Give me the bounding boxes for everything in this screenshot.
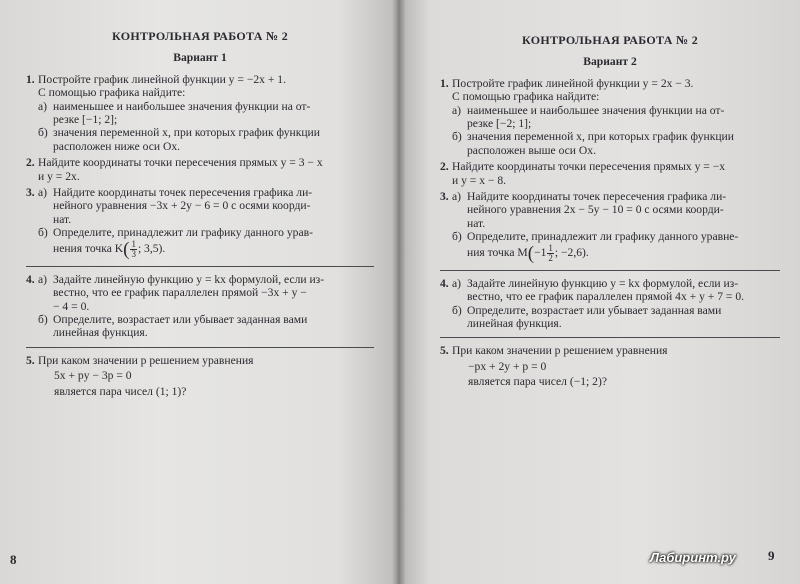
task-1	[440, 77, 780, 157]
subtask-text: нат.	[53, 212, 72, 226]
section-divider	[440, 270, 780, 271]
subtask-b	[38, 126, 374, 153]
page-number-right: 9	[768, 548, 775, 563]
task-number: 1.	[440, 76, 449, 90]
right-column	[440, 34, 780, 389]
task-text: Постройте график линейной функции y = 2x − 3.	[452, 76, 694, 90]
task-2	[440, 160, 780, 187]
subtask-a	[38, 186, 374, 226]
subtask-text: Задайте линейную функцию y = kx формулой, если из-	[467, 276, 739, 290]
subtask-text: вестно, что ее график параллелен прямой 4x + y + 7 = 0.	[467, 290, 745, 304]
open-paren: (	[527, 242, 535, 264]
task-number: 3.	[440, 190, 449, 204]
subtask-label: б)	[38, 312, 48, 326]
task-1	[26, 73, 374, 153]
subtask-text: наименьшее и наибольшее значения функции на от-	[467, 103, 725, 117]
fraction-denominator: 2	[548, 252, 553, 263]
subtask-text: нейного уравнения −3x + 2y − 6 = 0 с осями коорди-	[53, 199, 311, 213]
point-expression	[53, 240, 313, 259]
open-paren: (	[123, 238, 130, 260]
task-4	[440, 277, 780, 331]
fraction-numerator: 1	[548, 242, 553, 253]
subtask-label: б)	[452, 230, 462, 244]
subtask-b	[452, 130, 780, 157]
task-text: и y = x − 8.	[452, 173, 507, 187]
task-number: 3.	[26, 186, 35, 200]
subtask-label: а)	[38, 99, 48, 113]
subtask-label: б)	[452, 303, 462, 317]
task-number: 4.	[26, 272, 35, 286]
subtask-b	[38, 313, 374, 340]
subtask-text: значения переменной x, при которых график функции	[53, 126, 320, 140]
fraction-denominator: 3	[131, 248, 136, 259]
subtask-text: Определите, возрастает или убывает заданная вами	[467, 303, 722, 317]
mixed-number-whole: −1	[534, 245, 547, 259]
book-gutter	[392, 0, 406, 584]
subtask-text: Задайте линейную функцию y = kx формулой, если из-	[53, 272, 325, 286]
subtask-b	[452, 304, 780, 331]
expression-text: ния точка M	[467, 245, 528, 259]
subtask-a	[452, 190, 780, 230]
task-2	[26, 156, 374, 183]
subtask-text: нат.	[467, 216, 486, 230]
task-4	[26, 273, 374, 340]
subtask-text: вестно, что ее график параллелен прямой −3x + y −	[53, 286, 307, 300]
fraction	[547, 244, 554, 263]
subtask-text: линейная функция.	[53, 326, 148, 340]
subtask-b	[452, 230, 780, 262]
subtask-b	[38, 226, 374, 258]
subtask-a	[452, 277, 780, 304]
fraction	[130, 240, 137, 259]
task-number: 2.	[440, 160, 449, 174]
subtask-label: б)	[38, 126, 48, 140]
subtask-a	[38, 100, 374, 127]
subtask-text: значения переменной x, при которых график функции	[467, 130, 734, 144]
section-divider	[440, 337, 780, 338]
task-text: и y = 2x.	[38, 169, 80, 183]
task-text: При каком значении p решением уравнения	[38, 353, 254, 367]
section-divider	[26, 347, 374, 348]
task-number: 1.	[26, 72, 35, 86]
subtask-label: б)	[452, 130, 462, 144]
subtask-label: а)	[38, 186, 48, 200]
page-title: КОНТРОЛЬНАЯ РАБОТА № 2	[112, 29, 288, 43]
subtask-a	[452, 104, 780, 131]
left-column	[26, 30, 374, 398]
task-text: С помощью графика найдите:	[452, 90, 600, 104]
task-text: Найдите координаты точки пересечения прямых y = −x	[452, 160, 726, 174]
subtask-text: нейного уравнения 2x − 5y − 10 = 0 с осями коорди-	[467, 203, 724, 217]
subtask-text: Определите, возрастает или убывает заданная вами	[53, 312, 308, 326]
task-3	[440, 190, 780, 263]
subtask-label: а)	[452, 103, 462, 117]
task-text: Постройте график линейной функции y = −2x + 1.	[38, 72, 286, 86]
task-5	[26, 354, 374, 398]
page-number-left: 8	[10, 552, 17, 567]
task-5	[440, 344, 780, 388]
task-text: С помощью графика найдите:	[38, 86, 186, 100]
task-text: является пара чисел (−1; 2)?	[468, 375, 607, 389]
page-title: КОНТРОЛЬНАЯ РАБОТА № 2	[522, 33, 698, 47]
equation: 5x + py − 3p = 0	[54, 369, 132, 383]
task-number: 4.	[440, 276, 449, 290]
expression-text: ; 3,5).	[137, 241, 166, 255]
watermark-logo: Лабиринт.ру	[650, 550, 736, 565]
subtask-text: Найдите координаты точек пересечения графика ли-	[467, 190, 727, 204]
subtask-text: резке [−2; 1];	[467, 117, 532, 131]
subtask-label: а)	[38, 272, 48, 286]
subtask-label: б)	[38, 226, 48, 240]
subtask-text: Определите, принадлежит ли графику данного уравне-	[467, 230, 739, 244]
subtask-text: резке [−1; 2];	[53, 113, 118, 127]
section-divider	[26, 266, 374, 267]
subtask-a	[38, 273, 374, 313]
point-expression	[467, 244, 738, 263]
task-number: 5.	[26, 353, 35, 367]
subtask-text: расположен ниже оси Ox.	[53, 139, 181, 153]
expression-text: нения точка K	[53, 241, 124, 255]
task-text: является пара чисел (1; 1)?	[54, 384, 187, 398]
variant-heading: Вариант 2	[583, 55, 637, 69]
task-number: 2.	[26, 156, 35, 170]
task-3	[26, 186, 374, 259]
fraction-numerator: 1	[131, 238, 136, 249]
variant-heading: Вариант 1	[173, 51, 227, 65]
subtask-text: линейная функция.	[467, 316, 562, 330]
subtask-text: расположен выше оси Ox.	[467, 143, 596, 157]
subtask-label: а)	[452, 190, 462, 204]
subtask-label: а)	[452, 276, 462, 290]
subtask-text: Определите, принадлежит ли графику данного урав-	[53, 226, 313, 240]
equation: −px + 2y + p = 0	[468, 359, 547, 373]
expression-text: ; −2,6).	[554, 245, 589, 259]
task-text: При каком значении p решением уравнения	[452, 344, 668, 358]
subtask-text: наименьшее и наибольшее значения функции на от-	[53, 99, 311, 113]
subtask-text: − 4 = 0.	[53, 299, 90, 313]
task-text: Найдите координаты точки пересечения прямых y = 3 − x	[38, 156, 323, 170]
subtask-text: Найдите координаты точек пересечения графика ли-	[53, 186, 313, 200]
task-number: 5.	[440, 344, 449, 358]
